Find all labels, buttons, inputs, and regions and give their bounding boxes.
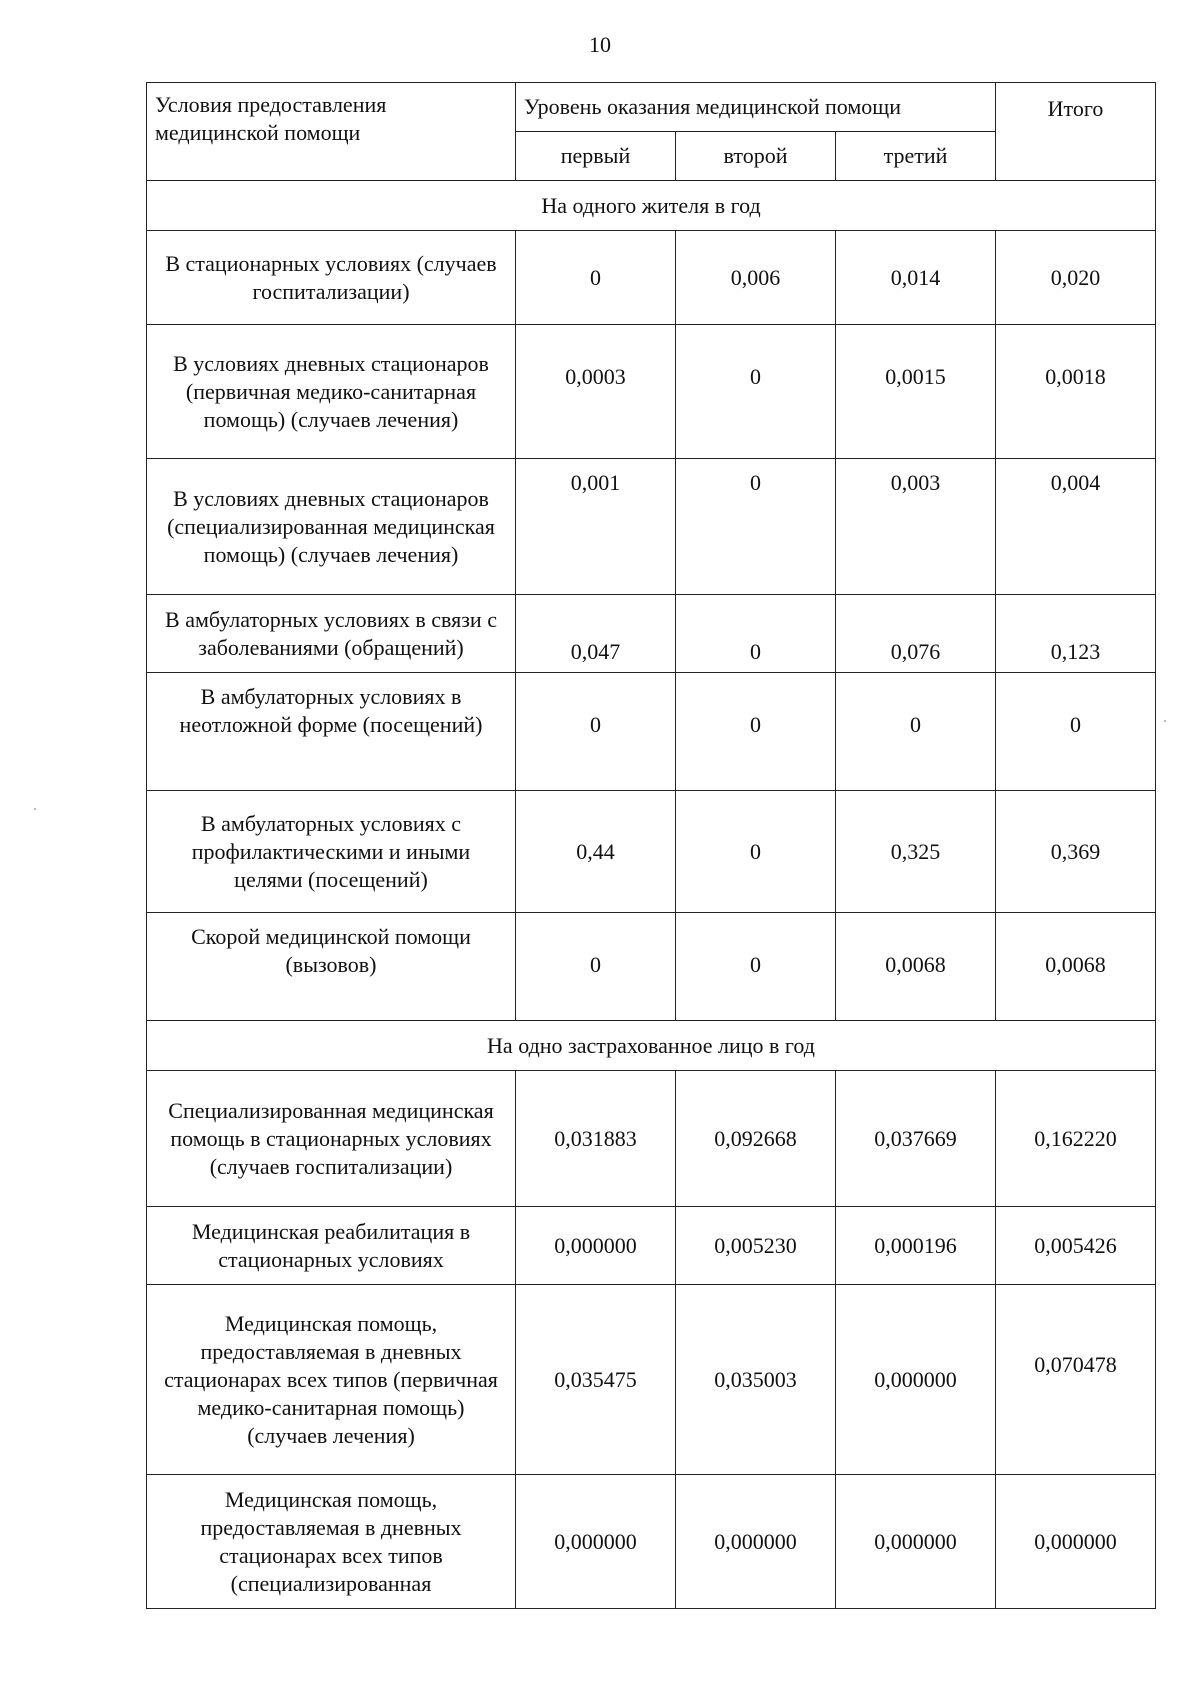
cell-total: 0,0018 xyxy=(996,325,1156,459)
header-third: третий xyxy=(836,132,996,181)
cell-third: 0,0068 xyxy=(836,913,996,1021)
header-level: Уровень оказания медицинской помощи xyxy=(516,83,996,132)
cell-first: 0,000000 xyxy=(516,1207,676,1285)
row-label: Специализированная медицинская помощь в стационарных условиях (случаев госпитализации) xyxy=(147,1071,516,1207)
cell-total: 0,000000 xyxy=(996,1475,1156,1609)
cell-second: 0,005230 xyxy=(676,1207,836,1285)
care-volume-table xyxy=(146,82,1156,1609)
cell-third: 0,076 xyxy=(836,595,996,673)
cell-total: 0,162220 xyxy=(996,1071,1156,1207)
row-label: В амбулаторных условиях в связи с заболеваниями (обращений) xyxy=(147,595,516,673)
cell-total: 0,123 xyxy=(996,595,1156,673)
cell-third: 0,003 xyxy=(836,459,996,595)
cell-total: 0,005426 xyxy=(996,1207,1156,1285)
cell-first: 0 xyxy=(516,913,676,1021)
cell-second: 0 xyxy=(676,913,836,1021)
table-row xyxy=(147,673,1156,791)
section-title-per-insured: На одно застрахованное лицо в год xyxy=(147,1021,1156,1071)
row-label: В условиях дневных стационаров (специализированная медицинская помощь) (случаев лечения) xyxy=(147,459,516,595)
cell-first: 0,035475 xyxy=(516,1285,676,1475)
cell-second: 0 xyxy=(676,595,836,673)
cell-first: 0,000000 xyxy=(516,1475,676,1609)
cell-total: 0,070478 xyxy=(996,1285,1156,1475)
cell-total: 0,0068 xyxy=(996,913,1156,1021)
cell-second: 0 xyxy=(676,791,836,913)
cell-second: 0,006 xyxy=(676,231,836,325)
header-first: первый xyxy=(516,132,676,181)
cell-third: 0,0015 xyxy=(836,325,996,459)
row-label: В амбулаторных условиях в неотложной форме (посещений) xyxy=(147,673,516,791)
section-title-per-resident: На одного жителя в год xyxy=(147,181,1156,231)
cell-first: 0,047 xyxy=(516,595,676,673)
cell-first: 0 xyxy=(516,231,676,325)
table-row xyxy=(147,791,1156,913)
header-conditions: Условия предоставления медицинской помощи xyxy=(147,83,516,181)
row-label: Медицинская помощь, предоставляемая в дневных стационарах всех типов (специализированная xyxy=(147,1475,516,1609)
row-label: Скорой медицинской помощи (вызовов) xyxy=(147,913,516,1021)
table-row xyxy=(147,459,1156,595)
cell-total: 0,369 xyxy=(996,791,1156,913)
cell-total: 0 xyxy=(996,673,1156,791)
cell-second: 0,035003 xyxy=(676,1285,836,1475)
table-row xyxy=(147,1207,1156,1285)
cell-first: 0,0003 xyxy=(516,325,676,459)
cell-second: 0 xyxy=(676,325,836,459)
cell-first: 0,031883 xyxy=(516,1071,676,1207)
header-second: второй xyxy=(676,132,836,181)
cell-third: 0,000196 xyxy=(836,1207,996,1285)
table-row xyxy=(147,325,1156,459)
cell-second: 0,000000 xyxy=(676,1475,836,1609)
row-label: В амбулаторных условиях с профилактическими и иными целями (посещений) xyxy=(147,791,516,913)
table-row xyxy=(147,1285,1156,1475)
table-row xyxy=(147,595,1156,673)
cell-first: 0 xyxy=(516,673,676,791)
table-row xyxy=(147,1475,1156,1609)
cell-third: 0,325 xyxy=(836,791,996,913)
table-row xyxy=(147,913,1156,1021)
scan-speck xyxy=(1164,720,1166,722)
cell-first: 0,44 xyxy=(516,791,676,913)
page-number: 10 xyxy=(589,32,611,57)
cell-third: 0,000000 xyxy=(836,1285,996,1475)
cell-second: 0,092668 xyxy=(676,1071,836,1207)
cell-total: 0,004 xyxy=(996,459,1156,595)
table-row xyxy=(147,231,1156,325)
row-label: Медицинская помощь, предоставляемая в дневных стационарах всех типов (первичная медико-санитарная помощь) (случаев лечения) xyxy=(147,1285,516,1475)
row-label: В стационарных условиях (случаев госпитализации) xyxy=(147,231,516,325)
row-label: Медицинская реабилитация в стационарных условиях xyxy=(147,1207,516,1285)
cell-third: 0 xyxy=(836,673,996,791)
cell-third: 0,000000 xyxy=(836,1475,996,1609)
cell-first: 0,001 xyxy=(516,459,676,595)
cell-second: 0 xyxy=(676,673,836,791)
table-row xyxy=(147,1071,1156,1207)
row-label: В условиях дневных стационаров (первичная медико-санитарная помощь) (случаев лечения) xyxy=(147,325,516,459)
cell-second: 0 xyxy=(676,459,836,595)
cell-third: 0,037669 xyxy=(836,1071,996,1207)
scan-speck xyxy=(34,808,36,810)
cell-third: 0,014 xyxy=(836,231,996,325)
header-total: Итого xyxy=(996,83,1156,181)
cell-total: 0,020 xyxy=(996,231,1156,325)
